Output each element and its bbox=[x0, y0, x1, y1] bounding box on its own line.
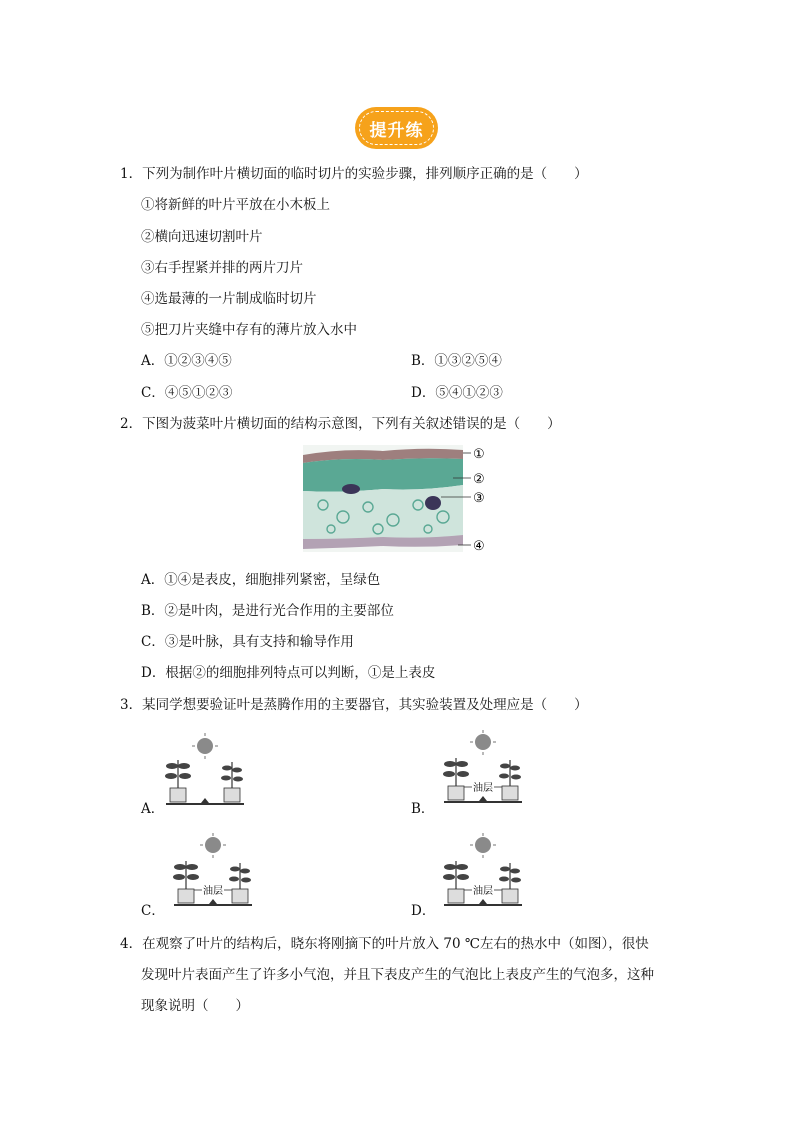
oil-layer-label: 油层 bbox=[473, 886, 493, 897]
leaf-cross-section-figure bbox=[303, 445, 498, 555]
q1-option-b: B．①③②⑤④ bbox=[411, 353, 502, 369]
setup-b-figure bbox=[438, 730, 528, 810]
leaf-label-1: ① bbox=[473, 447, 485, 462]
q3-option-c: C． bbox=[141, 903, 165, 919]
q3-stem: 3．某同学想要验证叶是蒸腾作用的主要器官，其实验装置及处理应是（ ） bbox=[120, 697, 588, 713]
leaf-label-3: ③ bbox=[473, 491, 485, 506]
q1-step-1: ①将新鲜的叶片平放在小木板上 bbox=[141, 197, 330, 213]
q2-option-d: D．根据②的细胞排列特点可以判断，①是上表皮 bbox=[141, 665, 436, 681]
sun-icon bbox=[197, 738, 213, 754]
leaf-label-2: ② bbox=[473, 472, 485, 487]
q2-option-b: B．②是叶肉，是进行光合作用的主要部位 bbox=[141, 603, 394, 619]
q3-option-b: B． bbox=[411, 801, 435, 817]
sun-icon bbox=[475, 734, 491, 750]
leaf-label-4: ④ bbox=[473, 539, 485, 554]
oil-layer-label: 油层 bbox=[203, 886, 223, 897]
q4-line-2: 发现叶片表面产生了许多小气泡，并且下表皮产生的气泡比上表皮产生的气泡多，这种 bbox=[141, 967, 654, 983]
q1-step-5: ⑤把刀片夹缝中存有的薄片放入水中 bbox=[141, 322, 357, 338]
q2-option-a: A．①④是表皮，细胞排列紧密，呈绿色 bbox=[141, 572, 381, 588]
q1-stem: 1．下列为制作叶片横切面的临时切片的实验步骤，排列顺序正确的是（ ） bbox=[120, 166, 588, 182]
q2-option-c: C．③是叶脉，具有支持和输导作用 bbox=[141, 634, 354, 650]
vein-left bbox=[342, 484, 360, 494]
palisade-layer bbox=[303, 458, 463, 491]
q4-line-3: 现象说明（ ） bbox=[141, 998, 249, 1014]
q1-option-c: C．④⑤①②③ bbox=[141, 385, 233, 401]
section-badge bbox=[355, 107, 438, 149]
q1-option-d: D．⑤④①②③ bbox=[411, 385, 503, 401]
q1-step-2: ②横向迅速切割叶片 bbox=[141, 229, 263, 245]
q4-line-1: 4．在观察了叶片的结构后，晓东将刚摘下的叶片放入 70 ℃左右的热水中（如图），很快 bbox=[120, 936, 649, 952]
q2-stem: 2．下图为菠菜叶片横切面的结构示意图，下列有关叙述错误的是（ ） bbox=[120, 416, 561, 432]
setup-d-figure bbox=[438, 833, 528, 913]
vein-right bbox=[425, 496, 441, 510]
setup-a-figure bbox=[160, 732, 250, 812]
q1-step-3: ③右手捏紧并排的两片刀片 bbox=[141, 260, 303, 276]
q1-step-4: ④选最薄的一片制成临时切片 bbox=[141, 291, 317, 307]
badge-title: 提升练 bbox=[369, 120, 424, 141]
q3-option-d: D． bbox=[411, 903, 436, 919]
setup-c-figure bbox=[168, 833, 258, 913]
oil-layer-label: 油层 bbox=[473, 783, 493, 794]
sun-icon bbox=[475, 837, 491, 853]
q3-option-a: A． bbox=[141, 801, 165, 817]
sun-icon bbox=[205, 837, 221, 853]
q1-option-a: A．①②③④⑤ bbox=[141, 353, 232, 369]
